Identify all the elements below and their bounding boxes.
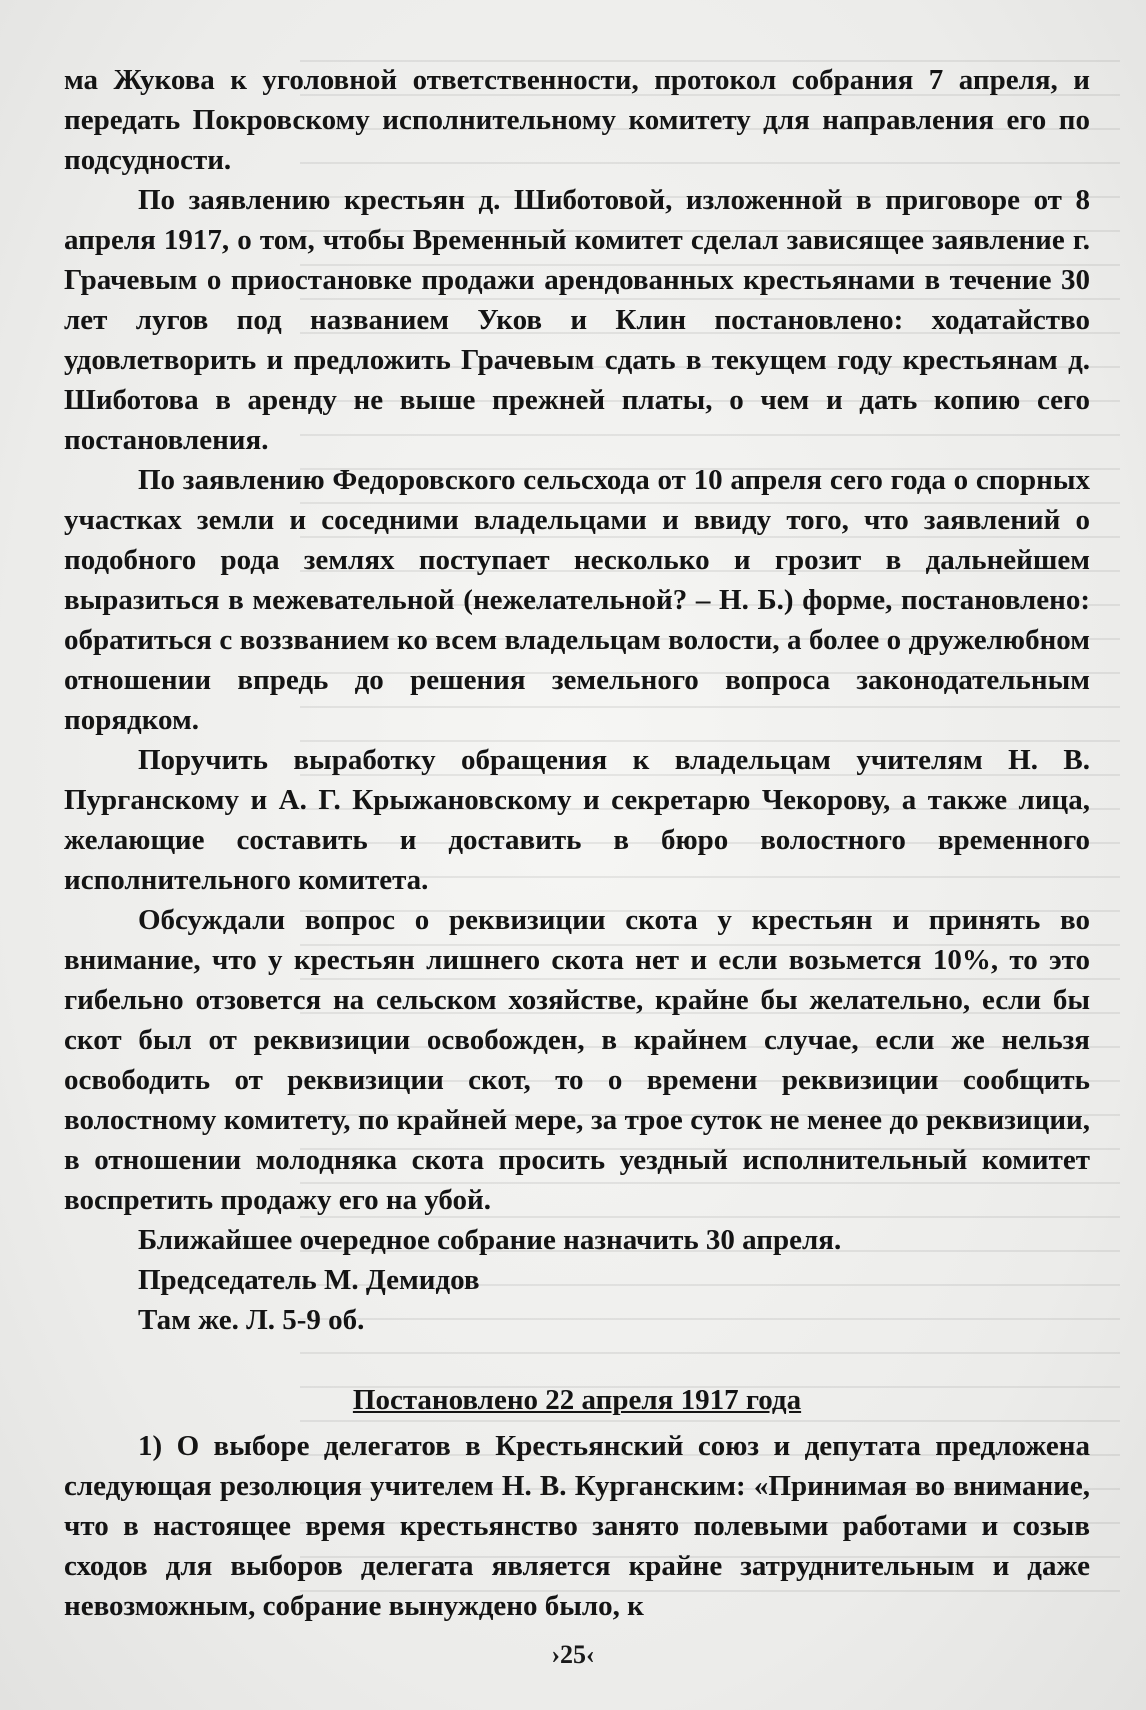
next-meeting-line: Ближайшее очередное собрание назначить 30 апреля. <box>138 1224 842 1256</box>
document-body <box>64 60 1090 1626</box>
section-heading: Постановлено 22 апреля 1917 года <box>352 1384 802 1416</box>
paragraph-3: По заявлению Федоровского сельсхода от 10 апреля сего года о спорных участках земли и соседними владельцами и ввиду того, что заявлений о подобного рода землях поступает несколько и грозит в дальнейшем выразиться в межевательной (нежелательной? – Н. Б.) форме, постановлено: обратиться с воззванием ко всем владельцам волости, а более о дружелюбном отношении впредь до решения земельного вопроса законодательным порядком. <box>64 464 1090 736</box>
final-paragraph: 1) О выборе делегатов в Крестьянский союз и депутата предложена следующая резолюция учителем Н. В. Курганским: «Принимая во внимание, что в настоящее время крестьянство занято полевыми работами и созыв сходов для выборов делегата является крайне затруднительным и даже невозможным, собрание вынуждено было, к <box>64 1430 1090 1622</box>
paragraph-2: По заявлению крестьян д. Шиботовой, изложенной в приговоре от 8 апреля 1917, о том, чтобы Временный комитет сделал зависящее заявление г. Грачевым о приостановке продажи арендованных крестьянами в течение 30 лет лугов под названием Уков и Клин постановлено: ходатайство удовлетворить и предложить Грачевым сдать в текущем году крестьянам д. Шиботова в аренду не выше прежней платы, о чем и дать копию сего постановления. <box>64 184 1090 456</box>
source-reference: Там же. Л. 5-9 об. <box>138 1304 365 1336</box>
paragraph-1: ма Жукова к уголовной ответственности, протокол собрания 7 апреля, и передать Покровскому исполнительному комитету для направления его по подсудности. <box>64 64 1090 176</box>
page-number: ›25‹ <box>551 1640 595 1669</box>
paragraph-4: Поручить выработку обращения к владельцам учителям Н. В. Пурганскому и А. Г. Крыжановскому и секретарю Чекорову, а также лица, желающие составить и доставить в бюро волостного временного исполнительного комитета. <box>64 744 1090 896</box>
paragraph-5: Обсуждали вопрос о реквизиции скота у крестьян и принять во внимание, что у крестьян лишнего скота нет и если возьмется 10%, то это гибельно отзовется на сельском хозяйстве, крайне бы желательно, если бы скот был от реквизиции освобожден, в крайнем случае, если же нельзя освободить от реквизиции скот, то о времени реквизиции сообщить волостному комитету, по крайней мере, за трое суток не менее до реквизиции, в отношении молодняка скота просить уездный исполнительный комитет воспретить продажу его на убой. <box>64 904 1090 1216</box>
chairman-line: Председатель М. Демидов <box>138 1264 480 1296</box>
